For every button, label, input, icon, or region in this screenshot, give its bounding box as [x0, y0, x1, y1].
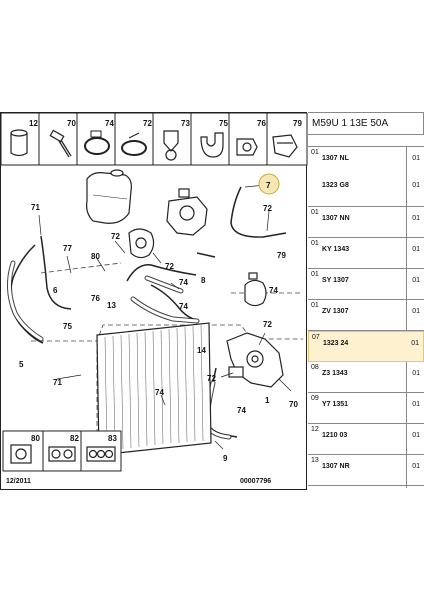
part-qty: 01	[412, 182, 420, 189]
callout-8: 8	[201, 276, 206, 285]
part-code: Z3 1343	[322, 370, 348, 377]
parts-table	[308, 146, 424, 486]
part-qty: 01	[412, 155, 420, 162]
icon-label-80: 80	[31, 434, 40, 443]
part-code: 1323 24	[323, 340, 349, 347]
table-row[interactable]	[308, 300, 424, 331]
top-icon-strip	[1, 113, 307, 165]
callout-71-lower: 71	[53, 378, 62, 387]
parts-panel	[308, 112, 424, 490]
row-index: 01	[311, 271, 319, 278]
callout-72-c: 72	[165, 262, 174, 271]
table-row[interactable]	[308, 362, 424, 393]
page-title: M59U 1 13E 50A	[308, 112, 424, 135]
callout-72-b: 72	[263, 204, 272, 213]
callout-74-a: 74	[179, 278, 188, 287]
callout-74-e: 74	[237, 406, 246, 415]
icon-label-83: 83	[108, 434, 117, 443]
table-row[interactable]	[308, 424, 424, 455]
icon-label-73: 73	[181, 119, 190, 128]
callout-79: 79	[277, 251, 286, 260]
part-code: 1307 NR	[322, 463, 350, 470]
callout-77: 77	[63, 244, 72, 253]
footer-date: 12/2011	[6, 478, 31, 485]
callout-74-b: 74	[179, 302, 188, 311]
row-index: 01	[311, 240, 319, 247]
part-qty: 01	[412, 215, 420, 222]
icon-label-74: 74	[105, 119, 114, 128]
part-code: SY 1307	[322, 277, 349, 284]
part-code: ZV 1307	[322, 308, 349, 315]
bottom-icon-strip	[3, 431, 121, 471]
row-index: 12	[311, 426, 319, 433]
part-code: Y7 1351	[322, 401, 349, 408]
callout-5: 5	[19, 360, 24, 369]
table-row[interactable]	[308, 393, 424, 424]
callout-6: 6	[53, 286, 58, 295]
table-row[interactable]	[308, 147, 424, 207]
callout-71-upper: 71	[31, 203, 40, 212]
part-code: 1307 NN	[322, 215, 350, 222]
callout-7: 7	[266, 181, 271, 190]
part-qty: 01	[412, 246, 420, 253]
thermostat-housing-upper	[167, 189, 207, 235]
callout-14: 14	[197, 346, 206, 355]
part-qty: 01	[411, 340, 419, 347]
row-index: 08	[311, 364, 319, 371]
part-code: KY 1343	[322, 246, 350, 253]
callout-80: 80	[91, 252, 100, 261]
callout-75: 75	[63, 322, 72, 331]
icon-label-12: 12	[29, 119, 38, 128]
row-index: 01	[311, 209, 319, 216]
water-pump	[129, 229, 154, 258]
diagram-canvas	[1, 113, 308, 491]
row-index: 01	[311, 149, 319, 156]
icon-label-70: 70	[67, 119, 76, 128]
callout-13: 13	[107, 301, 116, 310]
row-index: 01	[311, 302, 319, 309]
row-index: 09	[311, 395, 319, 402]
part-qty: 01	[412, 432, 420, 439]
icon-label-79: 79	[293, 119, 302, 128]
icon-label-72: 72	[143, 119, 152, 128]
part-qty: 01	[412, 463, 420, 470]
coolant-outlet-housing	[227, 333, 283, 387]
callout-76: 76	[91, 294, 100, 303]
icon-label-76: 76	[257, 119, 266, 128]
row-index: 13	[311, 457, 319, 464]
icon-label-75: 75	[219, 119, 228, 128]
row-index: 07	[312, 334, 320, 341]
callout-72-d: 72	[207, 374, 216, 383]
parts-diagram	[0, 112, 307, 490]
icon-label-82: 82	[70, 434, 79, 443]
table-row[interactable]	[308, 455, 424, 486]
callout-74-c: 74	[269, 286, 278, 295]
part-code: 1307 NL	[322, 155, 349, 162]
table-row[interactable]	[308, 238, 424, 269]
callout-9: 9	[223, 454, 228, 463]
temperature-sensor	[245, 273, 266, 306]
table-row[interactable]	[308, 269, 424, 300]
expansion-tank	[87, 170, 132, 223]
callout-72-a: 72	[111, 232, 120, 241]
part-code: 1323 G8	[322, 182, 349, 189]
part-qty: 01	[412, 370, 420, 377]
callout-72-e: 72	[263, 320, 272, 329]
part-qty: 01	[412, 308, 420, 315]
part-qty: 01	[412, 401, 420, 408]
footer-ref: 00007796	[240, 478, 272, 485]
part-qty: 01	[412, 277, 420, 284]
table-row[interactable]	[308, 207, 424, 238]
part-code: 1210 03	[322, 432, 348, 439]
callout-70: 70	[289, 400, 298, 409]
callout-74-d: 74	[155, 388, 164, 397]
callout-1: 1	[265, 396, 270, 405]
table-row-selected[interactable]	[308, 331, 424, 362]
